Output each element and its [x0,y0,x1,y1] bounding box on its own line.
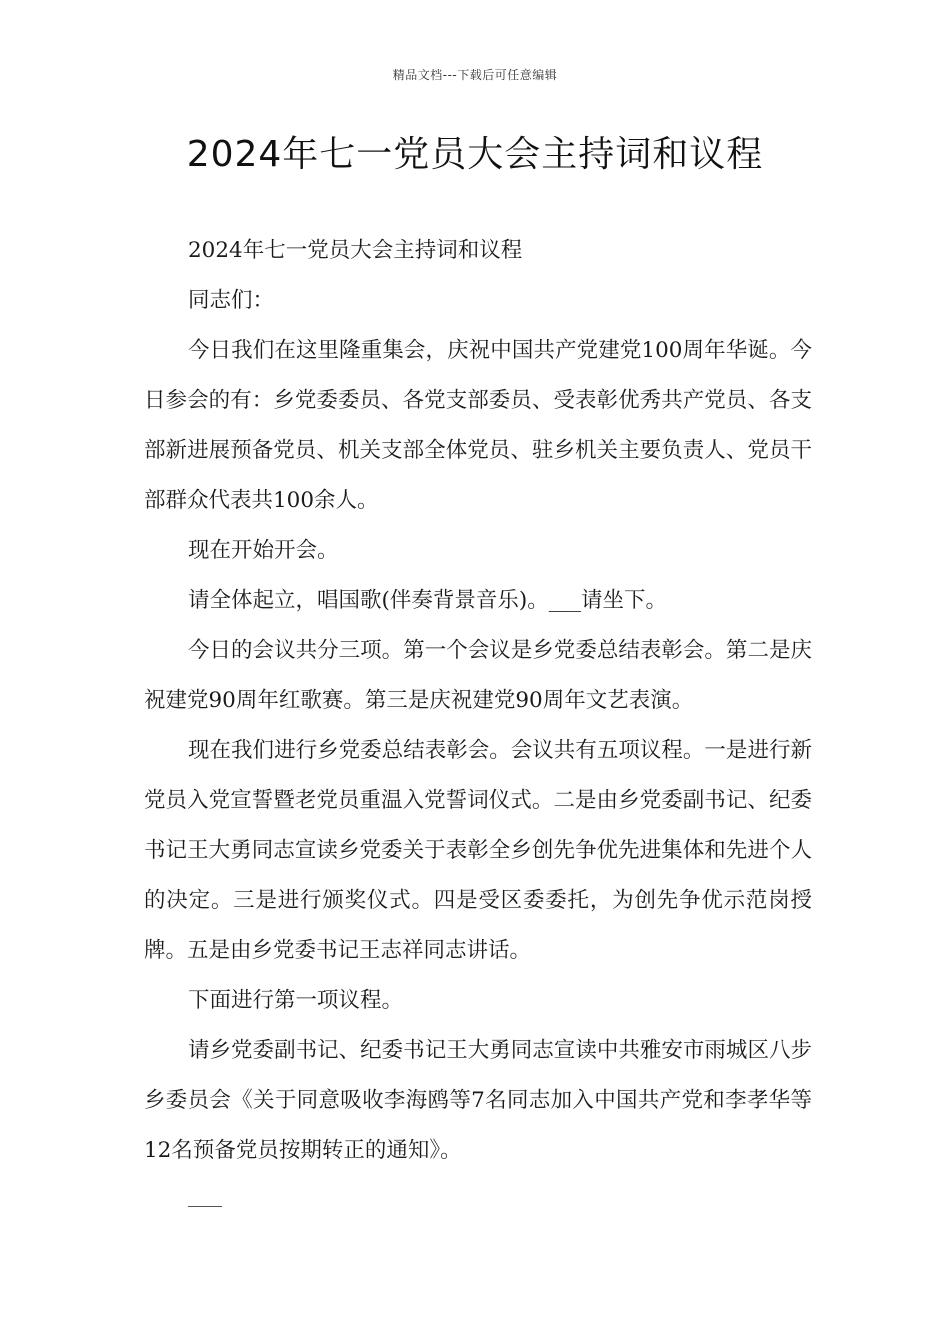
paragraph-opening: 今日我们在这里隆重集会，庆祝中国共产党建党100周年华诞。今日参会的有：乡党委委员、各党支部委员、受表彰优秀共产党员、各支部新进展预备党员、机关支部全体党员、驻乡机关主要负责人、党员干部群众代表共100余人。 [144,338,812,513]
paragraph-agenda: 现在我们进行乡党委总结表彰会。会议共有五项议程。一是进行新党员入党宣誓暨老党员重温入党誓词仪式。二是由乡党委副书记、纪委书记王大勇同志宣读乡党委关于表彰全乡创先争优先进集体和先进个人的决定。三是进行颁奖仪式。四是受区委委托，为创先争优示范岗授牌。五是由乡党委书记王志祥同志讲话。 [144,738,812,963]
paragraph-first-item: 下面进行第一项议程。 [188,988,404,1013]
paragraph-notice-reading: 请乡党委副书记、纪委书记王大勇同志宣读中共雅安市雨城区八步乡委员会《关于同意吸收李海鸥等7名同志加入中国共产党和李孝华等12名预备党员按期转正的通知》。 [144,1038,812,1163]
document-title: 2024年七一党员大会主持词和议程 [186,134,764,175]
paragraph-anthem: 请全体起立，唱国歌(伴奏背景音乐)。___请坐下。 [188,588,668,613]
paragraph-meeting-parts: 今日的会议共分三项。第一个会议是乡党委总结表彰会。第二是庆祝建党90周年红歌赛。第三是庆祝建党90周年文艺表演。 [144,638,812,713]
paragraph-start-meeting: 现在开始开会。 [188,538,339,563]
closing-rule [188,1206,222,1207]
document-body [144,226,812,1176]
paragraph-salutation: 同志们： [188,288,275,313]
header-note: 精品文档---下载后可任意编辑 [392,68,558,82]
paragraph-subtitle: 2024年七一党员大会主持词和议程 [188,238,523,263]
